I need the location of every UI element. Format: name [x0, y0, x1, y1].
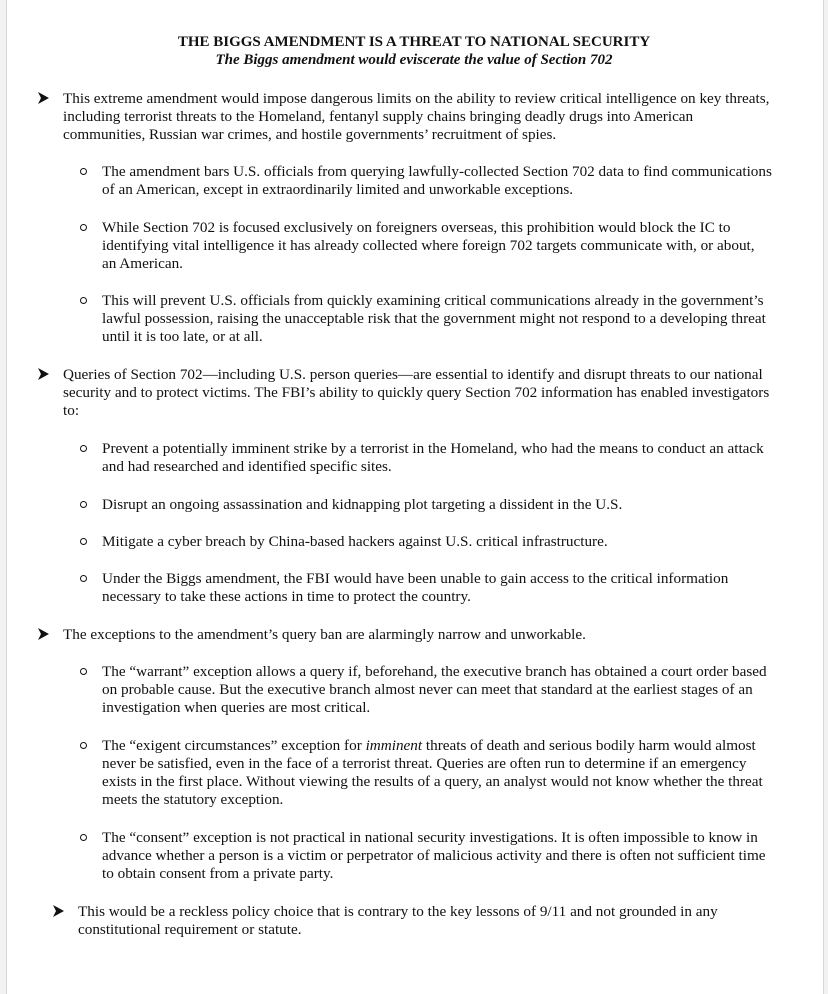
circle-bullet-icon: [80, 168, 87, 175]
circle-bullet-icon: [80, 445, 87, 452]
list-item: Mitigate a cyber breach by China-based hackers against U.S. critical infrastructure.: [102, 533, 772, 551]
circle-bullet-icon: [80, 742, 87, 749]
circle-bullet-icon: [80, 538, 87, 545]
emphasis-text: imminent: [365, 737, 423, 754]
page-subtitle: The Biggs amendment would eviscerate the value of Section 702: [215, 52, 613, 68]
section-4-text: This would be a reckless policy choice that is contrary to the key lessons of 9/11 and not grounded in any constitutional requirement or statute.: [78, 903, 778, 939]
circle-bullet-icon: [80, 575, 87, 582]
list-item: The amendment bars U.S. officials from querying lawfully-collected Section 702 data to find communications of an American, except in extraordinarily limited and unworkable exceptions.: [102, 163, 772, 199]
list-item: While Section 702 is focused exclusively on foreigners overseas, this prohibition would block the IC to identifying vital intelligence it has already collected where foreign 702 targets communicate with, or about, an American.: [102, 219, 772, 273]
list-item: Prevent a potentially imminent strike by a terrorist in the Homeland, who had the means to conduct an attack and had researched and identified specific sites.: [102, 440, 772, 476]
list-item: Disrupt an ongoing assassination and kidnapping plot targeting a dissident in the U.S.: [102, 496, 772, 514]
list-item: The “consent” exception is not practical in national security investigations. It is often impossible to know in advance whether a person is a victim or perpetrator of malicious activity and there is often not sufficient time to obtain consent from a private party.: [102, 829, 772, 883]
circle-bullet-icon: [80, 668, 87, 675]
arrow-bullet-icon: [52, 904, 65, 918]
list-item: The “warrant” exception allows a query if, beforehand, the executive branch has obtained a court order based on probable cause. But the executive branch almost never can meet that standard at the earliest stages of an investigation when queries are most critical.: [102, 663, 772, 717]
section-2-text: Queries of Section 702—including U.S. person queries—are essential to identify and disrupt threats to our national security and to protect victims. The FBI’s ability to quickly query Section 702 information has enabled investigators to:: [63, 366, 773, 420]
list-item: The “exigent circumstances” exception for imminent threats of death and serious bodily harm would almost never be satisfied, even in the face of a terrorist threat. Queries are often run to determine if an emergency exists in the first place. Without viewing the results of a query, an analyst would not know whether the threat meets the statutory exception.: [102, 737, 772, 809]
section-1-text: This extreme amendment would impose dangerous limits on the ability to review critical intelligence on key threats, including terrorist threats to the Homeland, fentanyl supply chains bringing deadly drugs into American communities, Russian war crimes, and hostile governments’ recruitment of spies.: [63, 90, 773, 144]
section-3-text: The exceptions to the amendment’s query ban are alarmingly narrow and unworkable.: [63, 626, 773, 644]
page-title: THE BIGGS AMENDMENT IS A THREAT TO NATIONAL SECURITY: [177, 34, 651, 50]
arrow-bullet-icon: [37, 91, 50, 105]
circle-bullet-icon: [80, 297, 87, 304]
circle-bullet-icon: [80, 501, 87, 508]
circle-bullet-icon: [80, 224, 87, 231]
list-item: This will prevent U.S. officials from quickly examining critical communications already in the government’s lawful possession, raising the unacceptable risk that the government might not respond to a developing threat until it is too late, or at all.: [102, 292, 772, 346]
arrow-bullet-icon: [37, 627, 50, 641]
arrow-bullet-icon: [37, 367, 50, 381]
list-item: Under the Biggs amendment, the FBI would have been unable to gain access to the critical information necessary to take these actions in time to protect the country.: [102, 570, 772, 606]
circle-bullet-icon: [80, 834, 87, 841]
